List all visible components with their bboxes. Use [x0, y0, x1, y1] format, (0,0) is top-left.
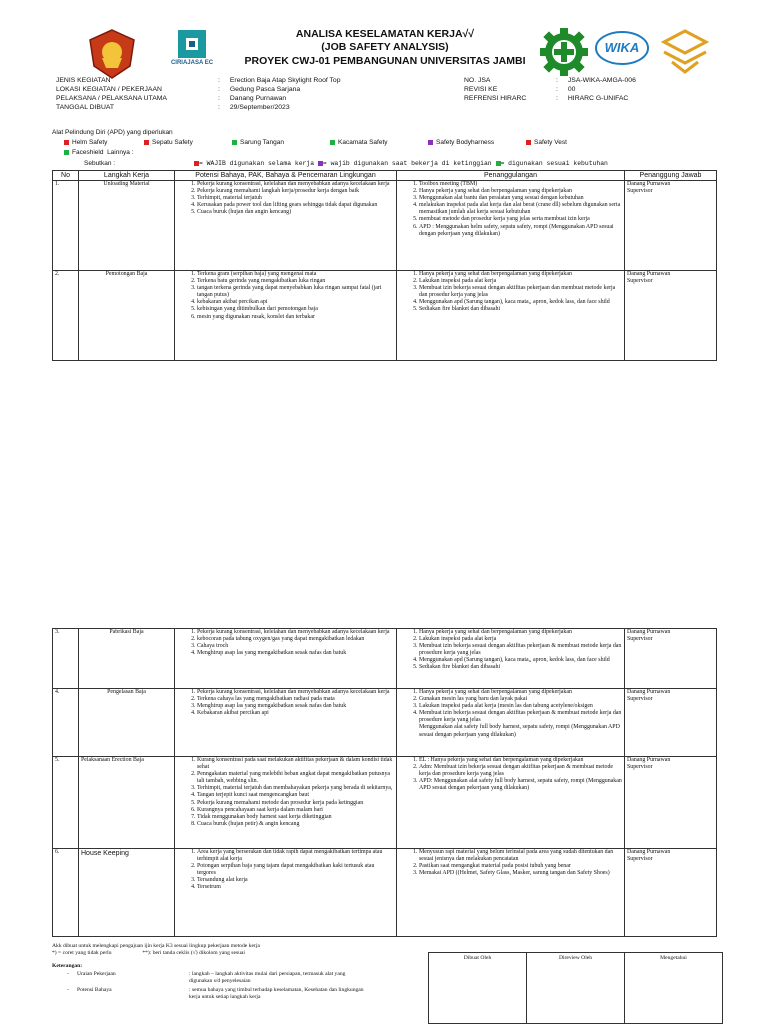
meta-sep: : [556, 95, 558, 102]
university-logo [84, 28, 140, 80]
green-square-icon [330, 140, 335, 145]
apd-item-label: Kacamata Safety [338, 139, 388, 146]
faceshield-label: Faceshield [72, 149, 104, 156]
apd-items [64, 139, 684, 146]
table-header-row [53, 171, 717, 181]
row-hazards [175, 849, 397, 937]
row-no: 5. [53, 757, 79, 849]
control-item: 3. Membuat izin bekerja sesuai dengan aktifitas pekerjaan & membuat metode kerja dan prosedure kerja yang jelas [419, 643, 622, 657]
keterangan-desc: : langkah – langkah aktivitas mulai dari persiapan, termasuk alat yang digunakan s/d penyelesaian [189, 971, 346, 984]
row-hazards [175, 271, 397, 361]
meta-value: JSA-WIKA-AMGA-006 [567, 77, 636, 84]
meta-right-table [462, 76, 638, 103]
wika-logo [594, 30, 650, 66]
row-hazards [175, 757, 397, 849]
meta-left-table [54, 76, 342, 112]
row-controls [397, 271, 625, 361]
legend-label: = WAJIB digunakan selama kerja [199, 160, 315, 167]
hazard-item: 1. Area kerja yang berserakan dan tidak rapih dapat mengakibatkan tertimpa atau terhimpit alat kerja [197, 849, 394, 863]
control-item: 5. membuat metode dan prosedur kerja yang jelas serta membuat izin kerja [419, 216, 622, 223]
apd-item-label: Safety Vest [534, 139, 567, 146]
hazard-item: 2. Terkena batu gerinda yang mengakibatkan luka ringan [197, 278, 394, 285]
meta-label: LOKASI KEGIATAN / PEKERJAAN [56, 86, 162, 93]
meta-value: 00 [567, 86, 576, 93]
hazard-item: 1. Pekerja kurang konsentrasi, kelelahan dan menyebabkan adanya kecelakaan kerja [197, 689, 394, 696]
row-step: Pemotongan Baja [79, 271, 175, 361]
apd-item [526, 139, 606, 146]
signature-mengetahui: Mengetahui [625, 953, 723, 1024]
keterangan-term: Uraian Pekerjaan [77, 971, 116, 977]
hazard-item: 6. mesin yang digunakan rusak, konslet dan terbakar [197, 314, 394, 321]
hazard-item: 4. kebakaran akibat percikan api [197, 299, 394, 306]
row-pic: Danang Purnawan Supervisor [625, 849, 717, 937]
table-row [53, 757, 717, 849]
hazard-item: 1. Kurang konsentrasi pada saat melakukan aktifitas pekerjaan & dalam kondisi tidak sehat [197, 757, 394, 771]
control-item: 4. Menggunakan apd (Sarung tangan), kaca mata,, apron, kedok lass, dan face shild [419, 657, 622, 664]
meta-value: 29/September/2023 [229, 104, 290, 111]
meta-sep: : [218, 104, 220, 111]
control-item: 3. Membuat izin bekerja sesuai dengan aktifitas pekerjaan dan membuat metode kerja dan prosedur kerja yang jelas [419, 285, 622, 299]
row-no: 6. [53, 849, 79, 937]
green-square-icon [64, 150, 69, 155]
table-row [53, 849, 717, 937]
hazard-item: 4. Kerusakan pada power tool dan lifting gears sehingga tidak dapat digunakan [197, 202, 394, 209]
meta-row [462, 85, 638, 94]
apd-item [144, 139, 232, 146]
col-header-step: Langkah Kerja [79, 171, 175, 181]
row-pic: Danang Purnawan Supervisor [625, 271, 717, 361]
row-pic: Danang Purnawan Supervisor [625, 689, 717, 757]
table-row [53, 629, 717, 689]
purple-square-icon [428, 140, 433, 145]
row-hazards [175, 689, 397, 757]
hazard-item: 3. Tersandung alat kerja [197, 877, 394, 884]
wika-logo-text: WIKA [604, 40, 640, 55]
red-square-icon [526, 140, 531, 145]
row-controls [397, 849, 625, 937]
hazard-item: 5. Cuaca buruk (hujan dan angin kencang) [197, 209, 394, 216]
lainnya-label: Lainnya : [107, 149, 134, 156]
col-header-pic: Penanggung Jawab [625, 171, 717, 181]
row-controls [397, 181, 625, 271]
hazard-item: 8. Cuaca buruk (hujan petir) & angin kencang [197, 821, 394, 828]
control-item: 1. Hanya pekerja yang sehat dan berpengalaman yang dipekerjakan [419, 689, 622, 696]
meta-sep: : [218, 77, 220, 84]
control-item: 2. Pastikan saat mengangkat material pada posisi tubuh yang benar [419, 863, 622, 870]
meta-row [54, 76, 342, 85]
row-pic: Danang Purnawan Supervisor [625, 629, 717, 689]
meta-row [462, 94, 638, 103]
control-item: 3. Menggunakan alat bantu dan peralatan yang sesuai dengan kebutuhan [419, 195, 622, 202]
meta-row [462, 76, 638, 85]
hazard-item: 4. Menghirup asap las yang mengakibatkan sesak nafas dan batuk [197, 650, 394, 657]
row-step: Pelaksanaan Erection Baja [79, 757, 175, 849]
control-item: 1. Hanya pekerja yang sehat dan berpengalaman yang dipekerjakan [419, 629, 622, 636]
row-step: House Keeping [79, 849, 175, 937]
hazard-item: 2. Pekerja kurang memahami langkah kerja/prosedur kerja dengan baik [197, 188, 394, 195]
hazard-item: 2. Terkena cahaya las yang mengakibatkan radiasi pada mata [197, 696, 394, 703]
meta-value: Erection Baja Atap Skylight Roof Top [229, 77, 341, 84]
hazard-item: 4. Kebakaran akibat percikan api [197, 710, 394, 717]
meta-row [54, 85, 342, 94]
control-item: 6. APD : Menggunakan helm safety, sepatu safety, rompi (Menggunakan APD sesuai dengan pekerjaan yang dilakukan) [419, 224, 622, 238]
apd-item [64, 139, 144, 146]
keterangan-item: - Potensi Bahaya : semua bahaya yang timbul terhadap keselamatan, Kesehatan dan lingkungan kerja untuk setiap langkah kerja [66, 986, 370, 1002]
page-title: ANALISA KESELAMATAN KERJA√√ [295, 28, 475, 40]
row-hazards [175, 629, 397, 689]
green-square-icon [232, 140, 237, 145]
apd-item-label: Sepatu Safety [152, 139, 193, 146]
signature-direview: Direview Oleh [527, 953, 625, 1024]
row-no: 3. [53, 629, 79, 689]
jsa-table-part2 [52, 628, 717, 937]
meta-sep: : [556, 86, 558, 93]
footer-note-marks [52, 950, 382, 957]
meta-value: Gedung Pasca Sarjana [229, 86, 301, 93]
footer-note: Akk dibuat untuk melengkapi pengajuan ijin kerja K3 sesuai lingkup pekerjaan metode kerja [52, 943, 260, 949]
hazard-item: 1. Pekerja kurang konsentrasi, kelelahan dan menyebabkan adanya kecelakaan kerja [197, 629, 394, 636]
control-item: 4. melakukan inspeksi pada alat kerja dan alat berat (crane dll) sebelum digunakan serta memastikan jumlah alat kerja sesuai kebutuhan [419, 202, 622, 216]
signature-dibuat: Dibuat Oleh [429, 953, 527, 1024]
control-item: 1. EL : Hanya pekerja yang sehat dan berpengalaman yang dipekerjakan [419, 757, 622, 764]
meta-label: NO. JSA [464, 77, 491, 84]
hazard-item: 3. Terhimpit, material terjatuh dan membahayakan pekerja yang berada di sekitarnya, [197, 785, 394, 792]
table-row [53, 271, 717, 361]
col-header-no: No [53, 171, 79, 181]
legend-label: = wajib digunakan saat bekerja di ketinggian [322, 160, 492, 167]
project-title: PROYEK CWJ-01 PEMBANGUNAN UNIVERSITAS JAMBI [244, 55, 526, 67]
meta-sep: : [556, 77, 558, 84]
meta-label: JENIS KEGIATAN [56, 77, 111, 84]
row-controls [397, 757, 625, 849]
footer-note: **): beri tanda ceklis (√) dikolom yang sesuai [142, 950, 245, 956]
meta-row [54, 103, 342, 112]
row-step: Pengelasan Baja [79, 689, 175, 757]
gold-emblem-logo [660, 28, 710, 76]
apd-item-label: Helm Safety [72, 139, 108, 146]
control-item: 1. Menyusun rapi material yang belum terinstal pada area yang sudah ditentukan dan sesuai jenisnya dan melakukan pencatatan [419, 849, 622, 863]
row-controls [397, 689, 625, 757]
ciriajasa-logo-text: CIRIAJASA EC [170, 60, 214, 66]
keterangan-term: Potensi Bahaya [77, 987, 112, 993]
apd-item [232, 139, 330, 146]
control-item: 4. Menggunakan apd (Sarung tangan), kaca mata,, apron, kedok lass, dan face shild [419, 299, 622, 306]
row-no: 2. [53, 271, 79, 361]
apd-item-label: Sarung Tangan [240, 139, 284, 146]
row-step: Unloading Material [79, 181, 175, 271]
control-item: 3. Lakukan inspeksi pada alat kerja (mesin las dan tabung acetylene/oksigen [419, 703, 622, 710]
apd-item-label: Safety Bodyharness [436, 139, 495, 146]
control-item: 3. APD: Menggunakan alat safety full body harnest, sepatu safety, rompi (Menggunakan APD sesuai dengan pekerjaan yang dilakukan) [419, 778, 622, 792]
row-hazards [175, 181, 397, 271]
hazard-item: 1. Terkena gram (serpihan baja) yang mengenai mata [197, 271, 394, 278]
hazard-item: 4. Tersetrum [197, 884, 394, 891]
footer-note: *) = coret yang tidak perlu [52, 950, 112, 956]
row-pic: Danang Purnawan Supervisor [625, 181, 717, 271]
legend-label: = digunakan sesuai kebutuhan [500, 160, 608, 167]
control-item: 1. Hanya pekerja yang sehat dan berpengalaman yang dipekerjakan [419, 271, 622, 278]
meta-value: HIRARC G-UNIFAC [567, 95, 629, 102]
hazard-item: 3. Cahaya troch [197, 643, 394, 650]
meta-label: REVISI KE [464, 86, 498, 93]
control-item: 3. Memakai APD ((Helmet, Safety Glass, Masker, sarung tangan dan Safety Shoes) [419, 870, 622, 877]
sebutkan-label: Sebutkan : [84, 160, 116, 167]
hazard-item: 5. Pekerja kurang memahami metode dan prosedur kerja pada ketinggian [197, 800, 394, 807]
control-item: 2. Gunakan mesin las yang baru dan layak pakai [419, 696, 622, 703]
apd-legend [194, 160, 608, 167]
red-square-icon [64, 140, 69, 145]
meta-sep: : [218, 86, 220, 93]
hazard-item: 5. kebisingan yang ditimbulkan dari pemotongan baja [197, 306, 394, 313]
meta-label: REFRENSI HIRARC [464, 95, 527, 102]
meta-label: TANGGAL DIBUAT [56, 104, 115, 111]
gear-cross-logo [540, 28, 588, 76]
hazard-item: 6. Kurangnya pencahayaan saat kerja dalam malam hari [197, 807, 394, 814]
control-item: 2. Lakukan inspeksi pada alat kerja [419, 278, 622, 285]
table-row [53, 181, 717, 271]
hazard-item: 2. Potongan serpihan baja yang tajam dapat mengakibatkan kaki tertusuk atau tergores [197, 863, 394, 877]
col-header-control: Penanggulangan [397, 171, 625, 181]
meta-row [54, 94, 342, 103]
keterangan-title: Keterangan: [52, 963, 83, 969]
hazard-item: 2. Penngakatan material yang melebihi beban angkat dapat mengakibatkan putusnya tali tambah, webbing slin. [197, 771, 394, 785]
control-item: 1. Toolbox meeting (TBM) [419, 181, 622, 188]
control-item: 5. Sediakan fire blanket dan dibasahi [419, 664, 622, 671]
signature-table [428, 952, 723, 1024]
footer-notes [52, 943, 382, 1002]
hazard-item: 3. tangan terkena gerinda yang dapat menyebabkan luka ringan sampai fatal (jari tangan putus) [197, 285, 394, 299]
meta-label: PELAKSANA / PELAKSANA UTAMA [56, 95, 167, 102]
row-no: 1. [53, 181, 79, 271]
hazard-item: 4. Tangan terjepit kunci saat mengencangkan baut [197, 792, 394, 799]
control-item: 2. Adm: Membuat izin bekerja sesuai dengan aktifitas pekerjaan & membuat metode kerja dan prosedure kerja yang jelas [419, 764, 622, 778]
row-controls [397, 629, 625, 689]
apd-item [330, 139, 428, 146]
row-no: 4. [53, 689, 79, 757]
row-pic: Danang Purnawan Supervisor [625, 757, 717, 849]
jsa-table-part1 [52, 170, 717, 361]
meta-value: Danang Purnawan [229, 95, 287, 102]
hazard-item: 3. Menghirup asap las yang mengakibatkan sesak nafas dan batuk [197, 703, 394, 710]
keterangan-list [66, 970, 370, 1002]
apd-title: Alat Pelindung Diri (APD) yang diperlukan [52, 129, 173, 136]
hazard-item: 2. kebocoran pada tabung oxygen/gas yang dapat mengakibatkan ledakan [197, 636, 394, 643]
apd-item [428, 139, 526, 146]
col-header-hazard: Potensi Bahaya, PAK, Bahaya & Pencemaran Lingkungan [175, 171, 397, 181]
control-item: 2. Lakukan inspeksi pada alat kerja [419, 636, 622, 643]
control-item: 5. Sediakan fire blanket dan dibasahi [419, 306, 622, 313]
control-item: 2. Hanya pekerja yang sehat dan berpengalaman yang dipekerjakan [419, 188, 622, 195]
hazard-item: 3. Terhimpit, material terjatuh [197, 195, 394, 202]
keterangan-item: - Uraian Pekerjaan : langkah – langkah aktivitas mulai dari persiapan, termasuk alat yang digunakan s/d penyelesaian [66, 970, 370, 986]
control-item: 4. Membuat izin bekerja sesuai dengan aktifitas pekerjaan & membuat metode kerja dan prosedure kerja yang jelas Menggunakan alat safety full body harnest, sepatu safety, rompi (Menggunakan APD sesuai dengan pekerjaan yang dilakukan) [419, 710, 622, 738]
hazard-item: 1. Pekerja kurang konsentrasi, kelelahan dan menyebabkan adanya kecelakaan kerja [197, 181, 394, 188]
page-subtitle: (JOB SAFETY ANALYSIS) [321, 41, 449, 53]
row-step: Pabrikasi Baja [79, 629, 175, 689]
apd-faceshield-row [64, 149, 133, 156]
keterangan-desc: : semua bahaya yang timbul terhadap keselamatan, Kesehatan dan lingkungan kerja untuk setiap langkah kerja [189, 987, 364, 1000]
meta-sep: : [218, 95, 220, 102]
hazard-item: 7. Tidak menggunakan body harnest saat kerja diketinggian [197, 814, 394, 821]
red-square-icon [144, 140, 149, 145]
signature-row [429, 953, 723, 1024]
table-row [53, 689, 717, 757]
